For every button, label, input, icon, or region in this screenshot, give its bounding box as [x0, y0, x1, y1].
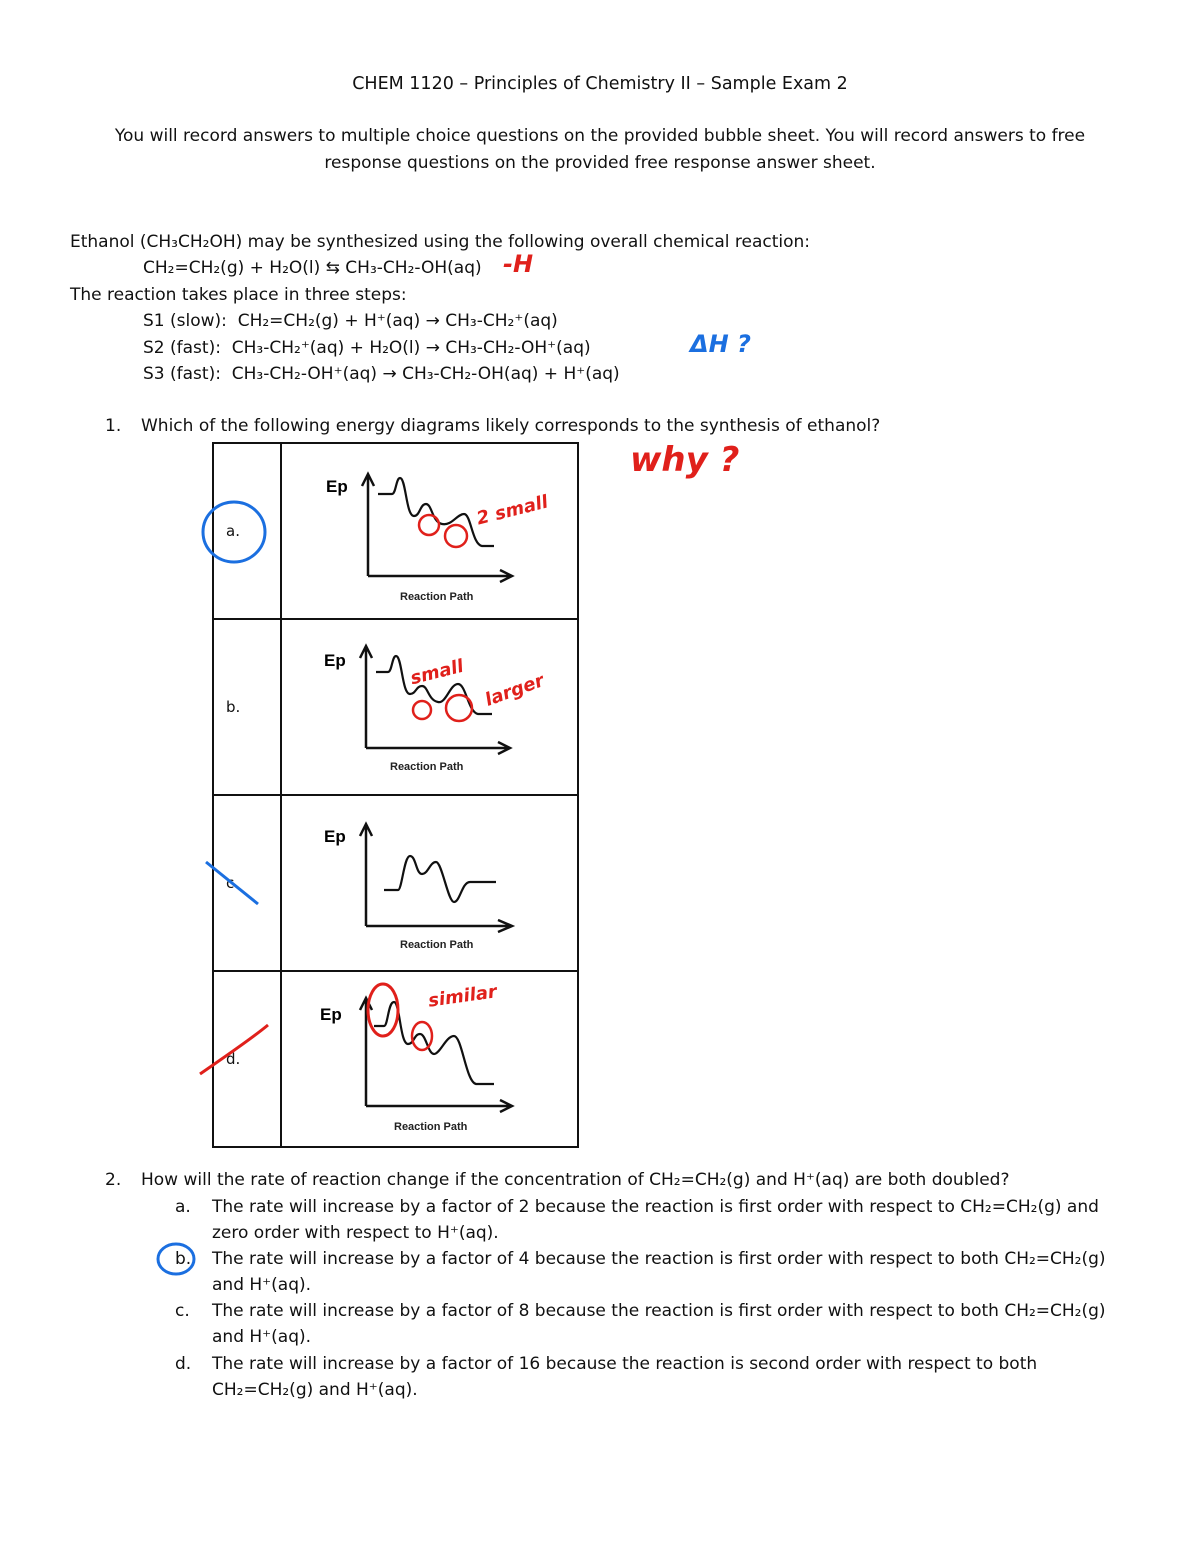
instructions-line-1: You will record answers to multiple choice questions on the provided bubble sheet. You will record answers to free [114, 126, 1086, 146]
peak-circle [419, 515, 439, 535]
x-axis-label: Reaction Path [394, 1121, 468, 1133]
answer-option-b[interactable] [175, 1249, 1106, 1295]
option-text-line-1: The rate will increase by a factor of 4 because the reaction is first order with respect to both CH₂=CH₂(g) [212, 1249, 1106, 1269]
question-2 [105, 1170, 1009, 1190]
option-label: a. [175, 1197, 191, 1217]
option-text-line-2: CH₂=CH₂(g) and H⁺(aq). [212, 1380, 418, 1400]
question-number: 2. [105, 1170, 122, 1190]
option-text-line-2: zero order with respect to H⁺(aq). [212, 1223, 499, 1243]
intro-text: Ethanol (CH₃CH₂OH) may be synthesized using the following overall chemical reaction: [70, 232, 811, 252]
peak-circle [412, 1022, 432, 1050]
steps-intro: The reaction takes place in three steps: [70, 285, 407, 305]
option-text-line-2: and H⁺(aq). [212, 1275, 312, 1295]
option-label: d. [175, 1354, 192, 1374]
option-text-line-2: and H⁺(aq). [212, 1327, 312, 1347]
annotation-two-small: 2 small [474, 491, 551, 530]
question-text: How will the rate of reaction change if the concentration of CH₂=CH₂(g) and H⁺(aq) are both doubled? [141, 1170, 1010, 1190]
x-axis-label: Reaction Path [400, 591, 474, 603]
question-text: Which of the following energy diagrams likely corresponds to the synthesis of ethanol? [141, 416, 881, 436]
option-label: b. [175, 1249, 192, 1269]
annotation-similar: similar [426, 981, 499, 1012]
option-label: c. [226, 874, 240, 892]
option-text-line-1: The rate will increase by a factor of 2 because the reaction is first order with respect to CH₂=CH₂(g) and [212, 1197, 1099, 1217]
answer-option-c[interactable] [175, 1301, 1106, 1347]
annotation-small: small [408, 655, 466, 690]
page-title: CHEM 1120 – Principles of Chemistry II – Sample Exam 2 [352, 74, 848, 94]
answer-option-d[interactable] [175, 1354, 1038, 1400]
x-axis-label: Reaction Path [390, 761, 464, 773]
option-text-line-1: The rate will increase by a factor of 8 because the reaction is first order with respect to both CH₂=CH₂(g) [212, 1301, 1106, 1321]
y-axis-label: Ep [324, 827, 346, 846]
option-label: d. [226, 1050, 241, 1068]
option-label: a. [226, 522, 240, 540]
y-axis-label: Ep [324, 651, 346, 670]
overall-reaction: CH₂=CH₂(g) + H₂O(l) ⇆ CH₃-CH₂-OH(aq) [143, 258, 482, 278]
annotation-why: why ? [630, 440, 740, 480]
option-label: c. [175, 1301, 190, 1321]
selection-circle-a [203, 502, 265, 562]
step-equation: CH₃-CH₂-OH⁺(aq) → CH₃-CH₂-OH(aq) + H⁺(aq) [231, 364, 620, 384]
annotation-minus-h: -H [503, 250, 534, 278]
y-axis-label: Ep [320, 1005, 342, 1024]
instructions-line-2: response questions on the provided free response answer sheet. [324, 153, 876, 173]
step-label: S2 (fast): [143, 338, 221, 358]
peak-circle [446, 695, 472, 721]
step-equation: CH₂=CH₂(g) + H⁺(aq) → CH₃-CH₂⁺(aq) [237, 311, 558, 331]
step-label: S1 (slow): [143, 311, 227, 331]
peak-circle [445, 525, 467, 547]
option-text-line-1: The rate will increase by a factor of 16 because the reaction is second order with respect to both [212, 1354, 1038, 1374]
step-label: S3 (fast): [143, 364, 221, 384]
peak-circle [413, 701, 431, 719]
x-axis-label: Reaction Path [400, 939, 474, 951]
option-label: b. [226, 698, 241, 716]
cross-out-c [206, 862, 258, 904]
annotation-delta-h: ΔH ? [690, 330, 751, 358]
annotation-larger: larger [482, 670, 547, 711]
peak-circle [368, 984, 398, 1036]
step-equation: CH₃-CH₂⁺(aq) + H₂O(l) → CH₃-CH₂-OH⁺(aq) [231, 338, 591, 358]
answer-option-a[interactable] [175, 1197, 1099, 1243]
cross-out-d [200, 1025, 268, 1074]
question-number: 1. [105, 416, 122, 436]
y-axis-label: Ep [326, 477, 348, 496]
